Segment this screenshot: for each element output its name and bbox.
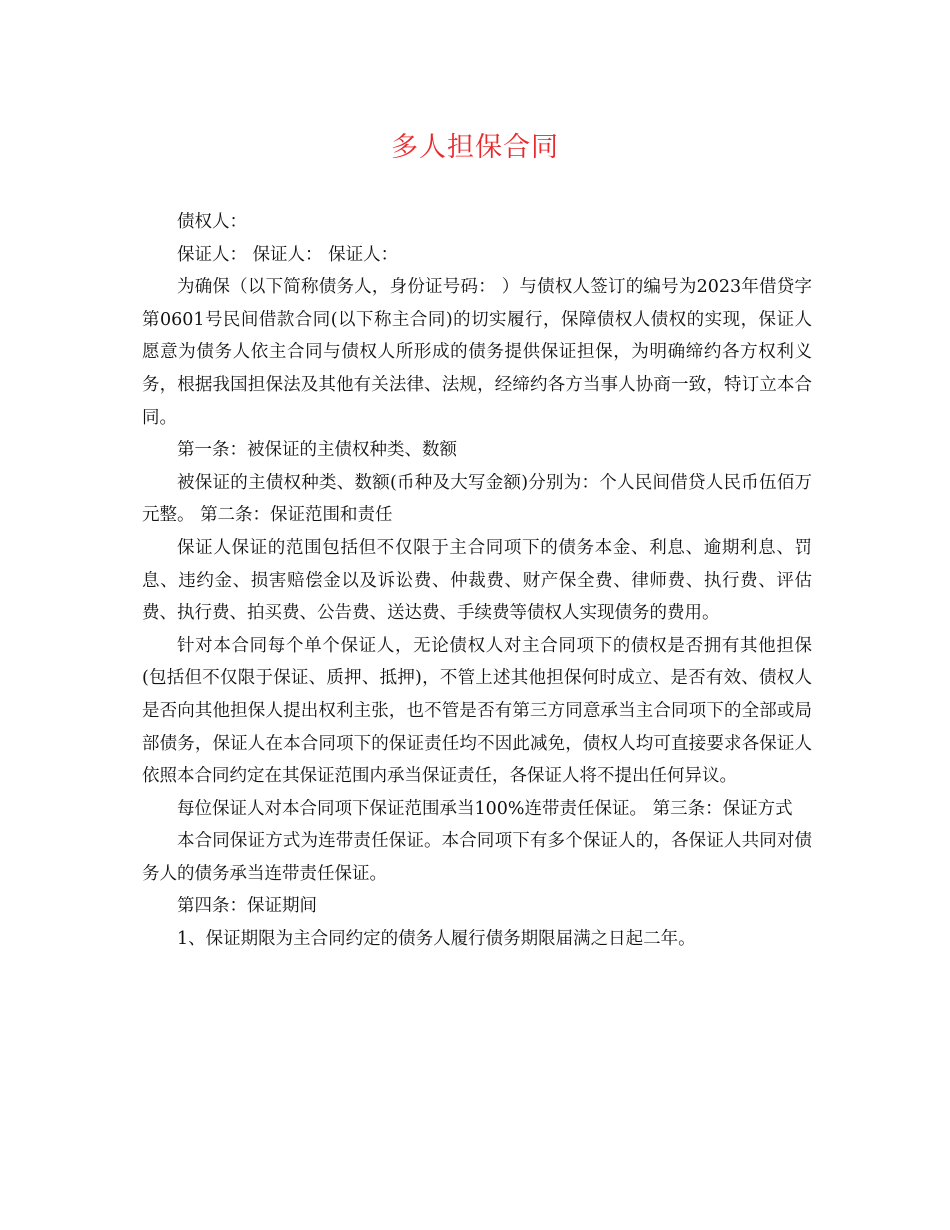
- article-1-paragraph: 被保证的主债权种类、数额(币种及大写金额)分别为：个人民间借贷人民币伍佰万元整。 第二条：保证范围和责任: [142, 472, 812, 526]
- article-4-heading: 第四条：保证期间: [177, 896, 317, 917]
- document-body: [142, 206, 812, 956]
- article-2-joint-liability-paragraph: 每位保证人对本合同项下保证范围承当100%连带责任保证。 第三条：保证方式: [177, 798, 793, 819]
- article-2-liability-paragraph: 针对本合同每个单个保证人，无论债权人对主合同项下的债权是否拥有其他担保(包括但不仅限于保证、质押、抵押)，不管上述其他担保何时成立、是否有效、债权人是否向其他担保人提出权利主张，也不管是否有第三方同意承当主合同项下的全部或局部债务，保证人在本合同项下的保证责任均不因此减免，债权人均可直接要求各保证人依照本合同约定在其保证范围内承当保证责任，各保证人将不提出任何异议。: [142, 635, 812, 787]
- creditor-line: 债权人：: [177, 212, 247, 232]
- guarantors-line: 保证人： 保证人： 保证人：: [177, 244, 399, 265]
- article-2-scope-paragraph: 保证人保证的范围包括但不仅限于主合同项下的债务本金、利息、逾期利息、罚息、违约金、损害赔偿金以及诉讼费、仲裁费、财产保全费、律师费、执行费、评估费、执行费、拍买费、公告费、送达费、手续费等债权人实现债务的费用。: [142, 537, 812, 624]
- article-3-paragraph: 本合同保证方式为连带责任保证。本合同项下有多个保证人的，各保证人共同对债务人的债务承当连带责任保证。: [142, 831, 812, 884]
- preamble-paragraph: 为确保（以下简称债务人，身份证号码： ）与债权人签订的编号为2023年借贷字第0601号民间借款合同(以下称主合同)的切实履行，保障债权人债权的实现，保证人愿意为债务人依主合同与债权人所形成的债务提供保证担保，为明确缔约各方权利义务，根据我国担保法及其他有关法律、法规，经缔约各方当事人协商一致，特订立本合同。: [142, 277, 812, 428]
- article-1-heading: 第一条：被保证的主债权种类、数额: [177, 440, 457, 461]
- document-title: 多人担保合同: [391, 132, 559, 163]
- article-4-item-1: 1、保证期限为主合同约定的债务人履行债务期限届满之日起二年。: [177, 929, 696, 950]
